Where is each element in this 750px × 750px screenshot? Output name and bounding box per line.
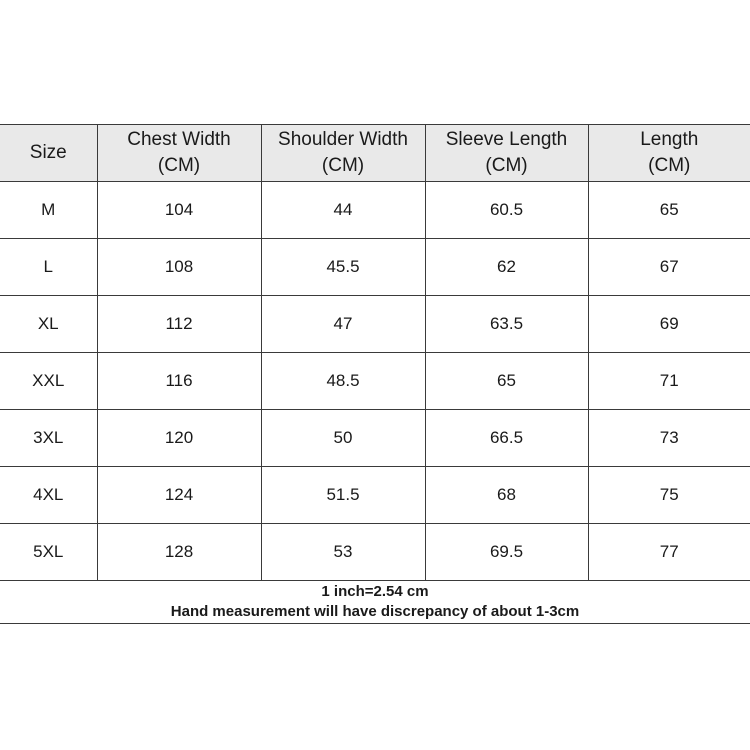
table-row	[0, 353, 750, 410]
size-chart-table	[0, 124, 750, 624]
inch-conversion-note: 1 inch=2.54 cm	[321, 583, 429, 600]
measurement-discrepancy-note: Hand measurement will have discrepancy of about 1-3cm	[170, 603, 580, 620]
cell-sleeve-length: 60.5	[425, 182, 588, 239]
cell-chest-width: 128	[97, 524, 261, 581]
cell-shoulder-width: 50	[261, 410, 425, 467]
header-size-label: Size	[29, 142, 67, 163]
table-row	[0, 296, 750, 353]
table-row	[0, 410, 750, 467]
cell-length: 67	[588, 239, 750, 296]
header-length	[588, 125, 750, 182]
cell-length: 77	[588, 524, 750, 581]
notes-row	[0, 581, 750, 624]
cell-sleeve-length: 65	[425, 353, 588, 410]
cell-chest-width: 124	[97, 467, 261, 524]
cell-shoulder-width: 53	[261, 524, 425, 581]
cell-shoulder-width: 51.5	[261, 467, 425, 524]
table-row	[0, 524, 750, 581]
table-row	[0, 182, 750, 239]
cell-shoulder-width: 45.5	[261, 239, 425, 296]
cell-length: 71	[588, 353, 750, 410]
table-row	[0, 467, 750, 524]
table-row	[0, 239, 750, 296]
header-shoulder-width	[261, 125, 425, 182]
cell-shoulder-width: 47	[261, 296, 425, 353]
cell-sleeve-length: 62	[425, 239, 588, 296]
header-length-unit: (CM)	[648, 155, 691, 176]
cell-chest-width: 108	[97, 239, 261, 296]
header-shoulder-width-unit: (CM)	[321, 155, 365, 176]
cell-sleeve-length: 66.5	[425, 410, 588, 467]
cell-chest-width: 112	[97, 296, 261, 353]
cell-size: XXL	[0, 353, 97, 410]
cell-sleeve-length: 69.5	[425, 524, 588, 581]
cell-length: 73	[588, 410, 750, 467]
cell-shoulder-width: 48.5	[261, 353, 425, 410]
header-sleeve-length-unit: (CM)	[485, 155, 528, 176]
cell-length: 69	[588, 296, 750, 353]
cell-size: 5XL	[0, 524, 97, 581]
cell-size: L	[0, 239, 97, 296]
header-length-label: Length	[640, 129, 699, 150]
header-sleeve-length-label: Sleeve Length	[445, 129, 568, 150]
notes-cell	[0, 581, 750, 624]
header-chest-width-unit: (CM)	[157, 155, 201, 176]
header-shoulder-width-label: Shoulder Width	[278, 129, 408, 150]
cell-size: 3XL	[0, 410, 97, 467]
header-chest-width-label: Chest Width	[127, 129, 231, 150]
cell-length: 75	[588, 467, 750, 524]
header-size	[0, 125, 97, 182]
cell-size: 4XL	[0, 467, 97, 524]
header-chest-width	[97, 125, 261, 182]
cell-shoulder-width: 44	[261, 182, 425, 239]
header-sleeve-length	[425, 125, 588, 182]
cell-chest-width: 104	[97, 182, 261, 239]
cell-size: M	[0, 182, 97, 239]
cell-chest-width: 120	[97, 410, 261, 467]
cell-sleeve-length: 63.5	[425, 296, 588, 353]
cell-chest-width: 116	[97, 353, 261, 410]
table-header-row	[0, 125, 750, 182]
cell-size: XL	[0, 296, 97, 353]
cell-length: 65	[588, 182, 750, 239]
cell-sleeve-length: 68	[425, 467, 588, 524]
